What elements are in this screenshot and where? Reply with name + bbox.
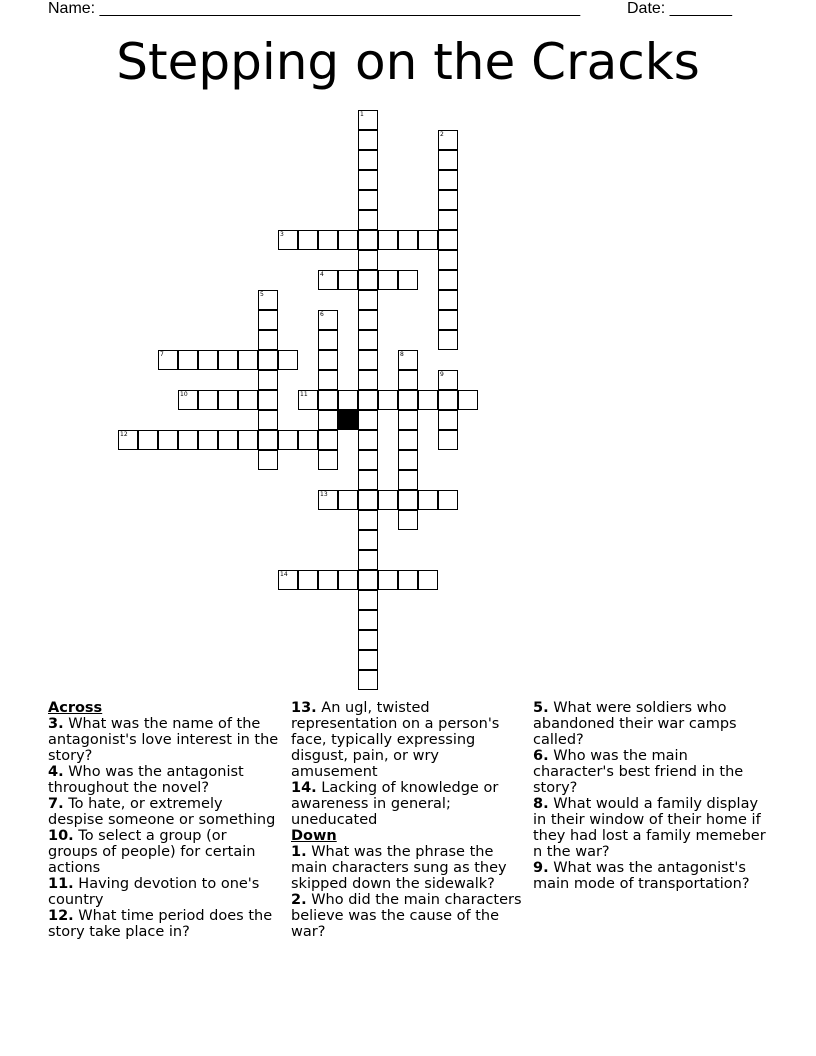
grid-cell[interactable]	[398, 430, 418, 450]
grid-cell[interactable]	[278, 570, 298, 590]
grid-cell[interactable]	[178, 430, 198, 450]
grid-cell[interactable]	[318, 410, 338, 430]
grid-cell[interactable]	[438, 310, 458, 330]
clue-number-9: 9	[440, 371, 444, 378]
grid-cell[interactable]	[378, 270, 398, 290]
grid-cell[interactable]	[238, 430, 258, 450]
grid-cell[interactable]	[358, 550, 378, 570]
grid-cell[interactable]	[298, 390, 318, 410]
grid-cell[interactable]	[398, 230, 418, 250]
clue-down-8: 8. What would a family display in their window of their home if they had lost a family memeber n the war?	[533, 796, 766, 860]
grid-cell[interactable]	[318, 310, 338, 330]
grid-cell[interactable]	[438, 170, 458, 190]
grid-cell[interactable]	[358, 170, 378, 190]
grid-cell[interactable]	[358, 510, 378, 530]
grid-cell[interactable]	[318, 350, 338, 370]
grid-cell[interactable]	[338, 270, 358, 290]
grid-cell[interactable]	[378, 390, 398, 410]
grid-cell[interactable]	[438, 250, 458, 270]
grid-cell[interactable]	[398, 370, 418, 390]
grid-cell[interactable]	[358, 350, 378, 370]
grid-cell[interactable]	[438, 210, 458, 230]
grid-cell[interactable]	[358, 190, 378, 210]
grid-cell[interactable]	[338, 490, 358, 510]
grid-cell[interactable]	[158, 430, 178, 450]
clue-down-6: 6. Who was the main character's best friend in the story?	[533, 748, 744, 796]
grid-cell[interactable]	[258, 310, 278, 330]
grid-cell[interactable]	[418, 230, 438, 250]
grid-cell[interactable]	[358, 530, 378, 550]
grid-cell[interactable]	[278, 430, 298, 450]
grid-cell[interactable]	[358, 590, 378, 610]
grid-cell[interactable]	[218, 390, 238, 410]
grid-cell[interactable]	[418, 390, 438, 410]
grid-cell[interactable]	[398, 570, 418, 590]
grid-cell[interactable]	[318, 230, 338, 250]
grid-cell[interactable]	[358, 450, 378, 470]
grid-cell[interactable]	[378, 230, 398, 250]
grid-cell[interactable]	[218, 350, 238, 370]
grid-cell[interactable]	[438, 290, 458, 310]
grid-cell[interactable]	[358, 270, 378, 290]
grid-cell[interactable]	[398, 410, 418, 430]
grid-cell[interactable]	[358, 650, 378, 670]
clue-number-2: 2	[440, 131, 444, 138]
clue-down-5: 5. What were soldiers who abandoned their war camps called?	[533, 700, 737, 748]
grid-cell[interactable]	[398, 470, 418, 490]
grid-cell[interactable]	[258, 350, 278, 370]
grid-cell[interactable]	[358, 470, 378, 490]
grid-cell[interactable]	[378, 490, 398, 510]
clue-across-11: 11. Having devotion to one's country	[48, 876, 260, 908]
grid-cell[interactable]	[358, 330, 378, 350]
grid-cell[interactable]	[258, 410, 278, 430]
grid-cell[interactable]	[438, 190, 458, 210]
grid-cell[interactable]	[178, 350, 198, 370]
across-heading: Across	[48, 700, 103, 716]
grid-cell[interactable]	[258, 390, 278, 410]
grid-cell[interactable]	[378, 570, 398, 590]
clue-across-10: 10. To select a group (or groups of people) for certain actions	[48, 828, 256, 876]
grid-cell[interactable]	[258, 430, 278, 450]
grid-cell[interactable]	[118, 430, 138, 450]
grid-cell[interactable]	[358, 570, 378, 590]
grid-cell[interactable]	[398, 390, 418, 410]
grid-cell[interactable]	[398, 510, 418, 530]
grid-cell[interactable]	[438, 330, 458, 350]
clue-down-1: 1. What was the phrase the main characters sung as they skipped down the sidewalk?	[291, 844, 507, 892]
clue-down-9: 9. What was the antagonist's main mode of transportation?	[533, 860, 750, 892]
grid-cell[interactable]	[318, 330, 338, 350]
clues-column-2	[291, 700, 523, 940]
grid-cell[interactable]	[358, 610, 378, 630]
grid-cell[interactable]	[138, 430, 158, 450]
clue-number-4: 4	[320, 271, 324, 278]
grid-cell[interactable]	[198, 390, 218, 410]
grid-cell[interactable]	[158, 350, 178, 370]
grid-cell[interactable]	[418, 490, 438, 510]
grid-cell[interactable]	[438, 490, 458, 510]
grid-cell[interactable]	[418, 570, 438, 590]
clue-number-13: 13	[320, 491, 328, 498]
grid-cell[interactable]	[358, 290, 378, 310]
grid-cell[interactable]	[438, 130, 458, 150]
grid-cell[interactable]	[358, 490, 378, 510]
grid-cell[interactable]	[358, 150, 378, 170]
grid-cell[interactable]	[238, 350, 258, 370]
clue-across-13: 13. An ugl, twisted representation on a person's face, typically expressing disgust, pain, or wry amusement	[291, 700, 500, 780]
grid-cell[interactable]	[358, 210, 378, 230]
grid-cell[interactable]	[178, 390, 198, 410]
clue-down-2: 2. Who did the main characters believe was the cause of the war?	[291, 892, 522, 940]
grid-cell[interactable]	[318, 270, 338, 290]
grid-cell[interactable]	[318, 370, 338, 390]
clue-across-4: 4. Who was the antagonist throughout the novel?	[48, 764, 244, 796]
grid-cell[interactable]	[358, 390, 378, 410]
clue-number-8: 8	[400, 351, 404, 358]
grid-cell[interactable]	[358, 430, 378, 450]
grid-cell[interactable]	[278, 350, 298, 370]
clue-number-5: 5	[260, 291, 264, 298]
grid-cell[interactable]	[338, 570, 358, 590]
grid-cell[interactable]	[298, 230, 318, 250]
grid-cell[interactable]	[318, 450, 338, 470]
grid-cell[interactable]	[358, 250, 378, 270]
grid-cell[interactable]	[358, 410, 378, 430]
grid-cell[interactable]	[318, 390, 338, 410]
grid-cell[interactable]	[398, 490, 418, 510]
grid-cell[interactable]	[218, 430, 238, 450]
puzzle-title: Stepping on the Cracks	[116, 33, 700, 91]
grid-cell[interactable]	[318, 570, 338, 590]
clue-number-3: 3	[280, 231, 284, 238]
grid-cell[interactable]	[358, 110, 378, 130]
grid-cell[interactable]	[258, 330, 278, 350]
clue-number-14: 14	[280, 571, 288, 578]
blocked-square	[338, 410, 358, 430]
grid-cell[interactable]	[398, 350, 418, 370]
grid-cell[interactable]	[438, 150, 458, 170]
name-field-label: Name: ______________________________________________________	[48, 0, 581, 17]
clue-number-10: 10	[180, 391, 188, 398]
grid-cell[interactable]	[298, 570, 318, 590]
clues-column-1	[48, 700, 280, 940]
grid-cell[interactable]	[358, 670, 378, 690]
grid-cell[interactable]	[338, 230, 358, 250]
clue-number-12: 12	[120, 431, 128, 438]
clues-column-3	[533, 700, 769, 892]
grid-cell[interactable]	[358, 370, 378, 390]
grid-cell[interactable]	[338, 390, 358, 410]
clue-across-14: 14. Lacking of knowledge or awareness in general; uneducated	[291, 780, 499, 828]
clue-across-3: 3. What was the name of the antagonist's love interest in the story?	[48, 716, 279, 764]
clue-number-1: 1	[360, 111, 364, 118]
grid-cell[interactable]	[438, 430, 458, 450]
grid-cell[interactable]	[458, 390, 478, 410]
clue-number-7: 7	[160, 351, 164, 358]
clue-across-7: 7. To hate, or extremely despise someone or something	[48, 796, 276, 828]
grid-cell[interactable]	[398, 270, 418, 290]
grid-cell[interactable]	[298, 430, 318, 450]
grid-cell[interactable]	[198, 430, 218, 450]
down-heading: Down	[291, 828, 337, 844]
grid-cell[interactable]	[198, 350, 218, 370]
grid-cell[interactable]	[358, 310, 378, 330]
grid-cell[interactable]	[358, 230, 378, 250]
grid-cell[interactable]	[398, 450, 418, 470]
grid-cell[interactable]	[438, 410, 458, 430]
grid-cell[interactable]	[358, 130, 378, 150]
grid-cell[interactable]	[318, 430, 338, 450]
grid-cell[interactable]	[278, 230, 298, 250]
grid-cell[interactable]	[238, 390, 258, 410]
grid-cell[interactable]	[318, 490, 338, 510]
clue-across-12: 12. What time period does the story take place in?	[48, 908, 273, 940]
grid-cell[interactable]	[438, 230, 458, 250]
grid-cell[interactable]	[258, 450, 278, 470]
date-field-label: Date: _______	[627, 0, 732, 17]
grid-cell[interactable]	[358, 630, 378, 650]
grid-cell[interactable]	[258, 290, 278, 310]
grid-cell[interactable]	[438, 370, 458, 390]
clue-number-6: 6	[320, 311, 324, 318]
grid-cell[interactable]	[438, 390, 458, 410]
grid-cell[interactable]	[438, 270, 458, 290]
clue-number-11: 11	[300, 391, 308, 398]
grid-cell[interactable]	[258, 370, 278, 390]
